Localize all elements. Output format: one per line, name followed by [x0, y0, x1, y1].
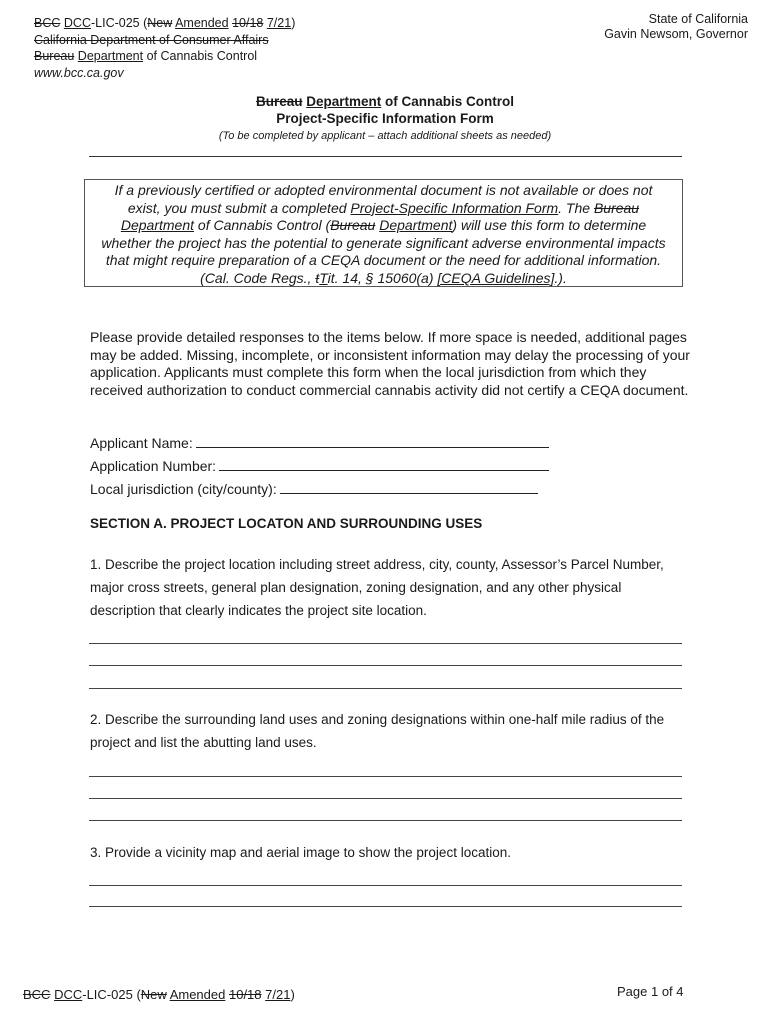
section-a-heading: SECTION A. PROJECT LOCATON AND SURROUNDING USES — [90, 516, 483, 531]
website-link[interactable]: www.bcc.ca.gov — [34, 65, 124, 80]
answer-2-line-2[interactable] — [89, 798, 682, 799]
form-id: BCC DCC-LIC-025 (New Amended 10/18 7/21) — [34, 16, 296, 30]
footer-form-id: BCC DCC-LIC-025 (New Amended 10/18 7/21) — [23, 987, 295, 1002]
application-number-row — [90, 458, 549, 474]
notice-box: If a previously certified or adopted environmental document is not available or does not exist, you must submit a completed Project-Specific Information Form. The Bureau Department of Cannabis Control (Bureau Department) will use this form to determine whether the project has the potential to generate significant adverse environmental impacts that might require preparation of a CEQA document or the need for additional information. (Cal. Code Regs., tTit. 14, § 15060(a) [CEQA Guidelines].). — [84, 179, 683, 287]
question-3: 3. Provide a vicinity map and aerial image to show the project location. — [90, 845, 511, 860]
application-number-field[interactable] — [219, 458, 549, 471]
intro-paragraph: Please provide detailed responses to the items below. If more space is needed, additional pages may be added. Missing, incomplete, or inconsistent information may delay the processing of your application. Applicants must complete this form when the local jurisdiction from which they received authorization to conduct commercial cannabis activity did not certify a CEQA document. — [90, 329, 690, 398]
applicant-name-label: Applicant Name: — [90, 435, 193, 451]
page-number: Page 1 of 4 — [617, 984, 684, 999]
answer-3-line-1[interactable] — [89, 885, 682, 886]
answer-2-line-3[interactable] — [89, 820, 682, 821]
state-name: State of California — [648, 12, 748, 26]
agency-name: Bureau Department of Cannabis Control — [34, 49, 258, 63]
application-number-label: Application Number: — [90, 458, 217, 474]
governor-name: Gavin Newsom, Governor — [604, 27, 748, 41]
local-jurisdiction-row — [90, 481, 538, 497]
answer-1-line-2[interactable] — [89, 665, 682, 666]
applicant-name-field[interactable] — [196, 435, 549, 448]
question-1: 1. Describe the project location including street address, city, county, Assessor’s Parcel Number, major cross streets, general plan designation, zoning designation, and any other physical description that clearly indicates the project site location. — [90, 557, 664, 618]
form-header — [34, 15, 295, 81]
old-agency-name: California Department of Consumer Affairs — [34, 32, 269, 47]
state-header — [604, 12, 748, 42]
local-jurisdiction-field[interactable] — [280, 481, 538, 494]
local-jurisdiction-label: Local jurisdiction (city/county): — [90, 481, 277, 497]
answer-3-line-2[interactable] — [89, 906, 682, 907]
answer-1-line-1[interactable] — [89, 643, 682, 644]
applicant-name-row — [90, 435, 549, 451]
form-title: Project-Specific Information Form — [276, 111, 494, 126]
answer-1-line-3[interactable] — [89, 688, 682, 689]
question-2: 2. Describe the surrounding land uses and zoning designations within one-half mile radius of the project and list the abutting land uses. — [90, 712, 665, 750]
page-title: Bureau Department of Cannabis Control — [255, 94, 515, 109]
answer-2-line-1[interactable] — [89, 776, 682, 777]
form-subtitle: (To be completed by applicant – attach additional sheets as needed) — [218, 130, 552, 142]
title-divider — [89, 156, 682, 157]
